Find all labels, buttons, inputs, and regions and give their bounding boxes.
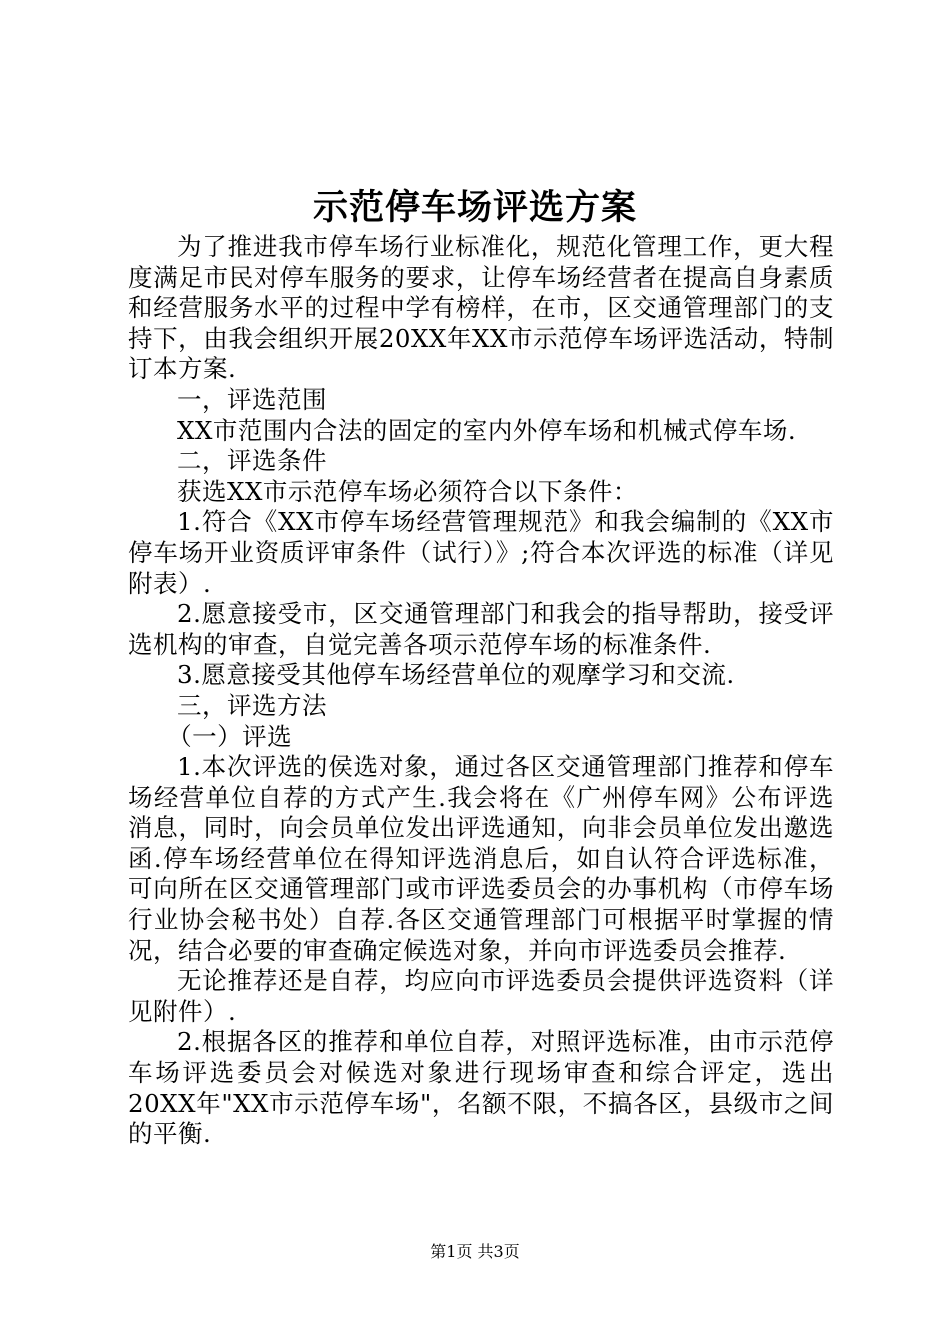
document-body bbox=[128, 232, 834, 1150]
document-title: 示范停车场评选方案 bbox=[312, 187, 637, 228]
page-number: 第1页 共3页 bbox=[430, 1242, 520, 1261]
section-heading-scope: 一，评选范围 bbox=[177, 384, 327, 414]
paragraph-condition-2: 2.愿意接受市，区交通管理部门和我会的指导帮助，接受评选机构的审查，自觉完善各项示范停车场的标准条件. bbox=[128, 599, 834, 659]
paragraph-condition-3: 3.愿意接受其他停车场经营单位的观摩学习和交流. bbox=[177, 660, 735, 690]
section-heading-method: 三，评选方法 bbox=[177, 690, 327, 720]
paragraph-condition-1: 1.符合《XX市停车场经营管理规范》和我会编制的《XX市停车场开业资质评审条件（试行）》;符合本次评选的标准（详见附表）. bbox=[128, 507, 834, 598]
section-heading-conditions: 二，评选条件 bbox=[177, 446, 327, 476]
paragraph-method-1: 1.本次评选的侯选对象，通过各区交通管理部门推荐和停车场经营单位自荐的方式产生.我会将在《广州停车网》公布评选消息，同时，向会员单位发出评选通知，向非会员单位发出邀选函.停车场经营单位在得知评选消息后，如自认符合评选标准，可向所在区交通管理部门或市评选委员会的办事机构（市停车场行业协会秘书处）自荐.各区交通管理部门可根据平时掌握的情况，结合必要的审查确定候选对象，并向市评选委员会推荐. bbox=[128, 752, 834, 965]
paragraph-method-materials: 无论推荐还是自荐，均应向市评选委员会提供评选资料（详见附件）. bbox=[128, 966, 834, 1026]
paragraph-method-2: 2.根据各区的推荐和单位自荐，对照评选标准，由市示范停车场评选委员会对候选对象进行现场审查和综合评定，选出20XX年"XX市示范停车场"，名额不限，不搞各区，县级市之间的平衡. bbox=[128, 1027, 834, 1149]
paragraph-intro: 为了推进我市停车场行业标准化，规范化管理工作，更大程度满足市民对停车服务的要求，让停车场经营者在提高自身素质和经营服务水平的过程中学有榜样，在市，区交通管理部门的支持下，由我会组织开展20XX年XX市示范停车场评选活动，特制订本方案. bbox=[128, 232, 834, 384]
paragraph-scope: XX市范围内合法的固定的室内外停车场和机械式停车场. bbox=[177, 415, 797, 445]
paragraph-conditions-intro: 获选XX市示范停车场必须符合以下条件： bbox=[177, 476, 638, 506]
subsection-heading-selection: （一）评选 bbox=[167, 721, 293, 751]
